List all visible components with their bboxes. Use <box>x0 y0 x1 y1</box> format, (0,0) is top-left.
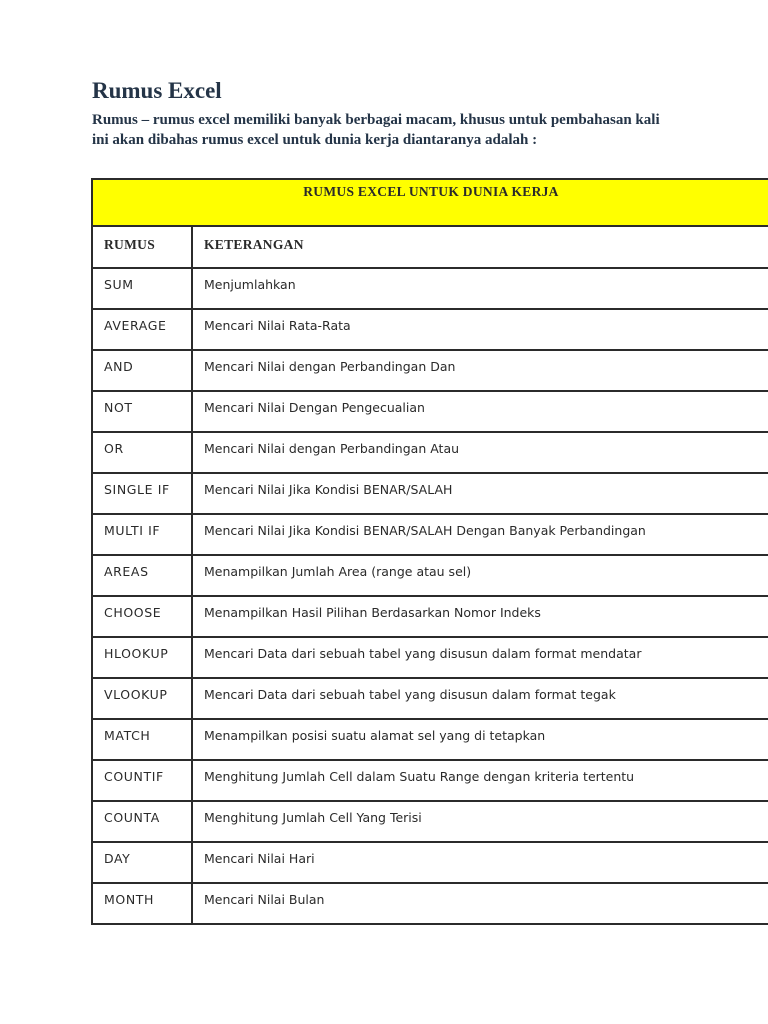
table-row <box>92 678 768 719</box>
formula-name-cell: COUNTIF <box>92 760 192 801</box>
intro-paragraph: Rumus – rumus excel memiliki banyak berbagai macam, khusus untuk pembahasan kali ini akan dibahas rumus excel untuk dunia kerja diantaranya adalah : <box>92 112 660 148</box>
formula-name-cell: AVERAGE <box>92 309 192 350</box>
table-row <box>92 514 768 555</box>
formula-name-cell: SUM <box>92 268 192 309</box>
table-row <box>92 883 768 924</box>
formula-description-cell: Menghitung Jumlah Cell dalam Suatu Range dengan kriteria tertentu <box>192 760 768 801</box>
table-caption-row <box>92 179 768 226</box>
table-row <box>92 555 768 596</box>
formula-name-cell: AREAS <box>92 555 192 596</box>
formula-description-cell: Menjumlahkan <box>192 268 768 309</box>
formula-description-cell: Mencari Data dari sebuah tabel yang disusun dalam format mendatar <box>192 637 768 678</box>
formula-name-cell: AND <box>92 350 192 391</box>
table-caption <box>92 179 768 226</box>
table-row <box>92 391 768 432</box>
formula-description-cell: Menampilkan posisi suatu alamat sel yang di tetapkan <box>192 719 768 760</box>
formula-description-cell: Menghitung Jumlah Cell Yang Terisi <box>192 801 768 842</box>
formula-table <box>91 178 768 925</box>
formula-description-cell: Mencari Data dari sebuah tabel yang disusun dalam format tegak <box>192 678 768 719</box>
formula-description-cell: Mencari Nilai Jika Kondisi BENAR/SALAH Dengan Banyak Perbandingan <box>192 514 768 555</box>
formula-name-cell: DAY <box>92 842 192 883</box>
formula-description-cell: Mencari Nilai Jika Kondisi BENAR/SALAH <box>192 473 768 514</box>
header-rumus: RUMUS <box>92 226 192 268</box>
page-title: Rumus Excel <box>92 78 222 103</box>
formula-description-cell: Mencari Nilai dengan Perbandingan Atau <box>192 432 768 473</box>
formula-name-cell: OR <box>92 432 192 473</box>
formula-description-cell: Menampilkan Hasil Pilihan Berdasarkan Nomor Indeks <box>192 596 768 637</box>
formula-description-cell: Mencari Nilai Dengan Pengecualian <box>192 391 768 432</box>
formula-table-container <box>91 178 768 925</box>
formula-name-cell: MATCH <box>92 719 192 760</box>
formula-name-cell: CHOOSE <box>92 596 192 637</box>
formula-name-cell: HLOOKUP <box>92 637 192 678</box>
table-row <box>92 473 768 514</box>
table-caption-text: RUMUS EXCEL UNTUK DUNIA KERJA <box>303 184 559 199</box>
table-row <box>92 432 768 473</box>
table-row <box>92 268 768 309</box>
table-row <box>92 637 768 678</box>
table-row <box>92 596 768 637</box>
formula-description-cell: Mencari Nilai Rata-Rata <box>192 309 768 350</box>
formula-description-cell: Mencari Nilai Hari <box>192 842 768 883</box>
table-header-row <box>92 226 768 268</box>
table-row <box>92 842 768 883</box>
formula-description-cell: Mencari Nilai Bulan <box>192 883 768 924</box>
formula-description-cell: Mencari Nilai dengan Perbandingan Dan <box>192 350 768 391</box>
formula-name-cell: MULTI IF <box>92 514 192 555</box>
table-row <box>92 719 768 760</box>
formula-description-cell: Menampilkan Jumlah Area (range atau sel) <box>192 555 768 596</box>
formula-name-cell: COUNTA <box>92 801 192 842</box>
table-row <box>92 309 768 350</box>
table-row <box>92 350 768 391</box>
header-keterangan: KETERANGAN <box>192 226 768 268</box>
table-row <box>92 801 768 842</box>
formula-name-cell: VLOOKUP <box>92 678 192 719</box>
formula-name-cell: MONTH <box>92 883 192 924</box>
formula-name-cell: NOT <box>92 391 192 432</box>
formula-name-cell: SINGLE IF <box>92 473 192 514</box>
table-row <box>92 760 768 801</box>
